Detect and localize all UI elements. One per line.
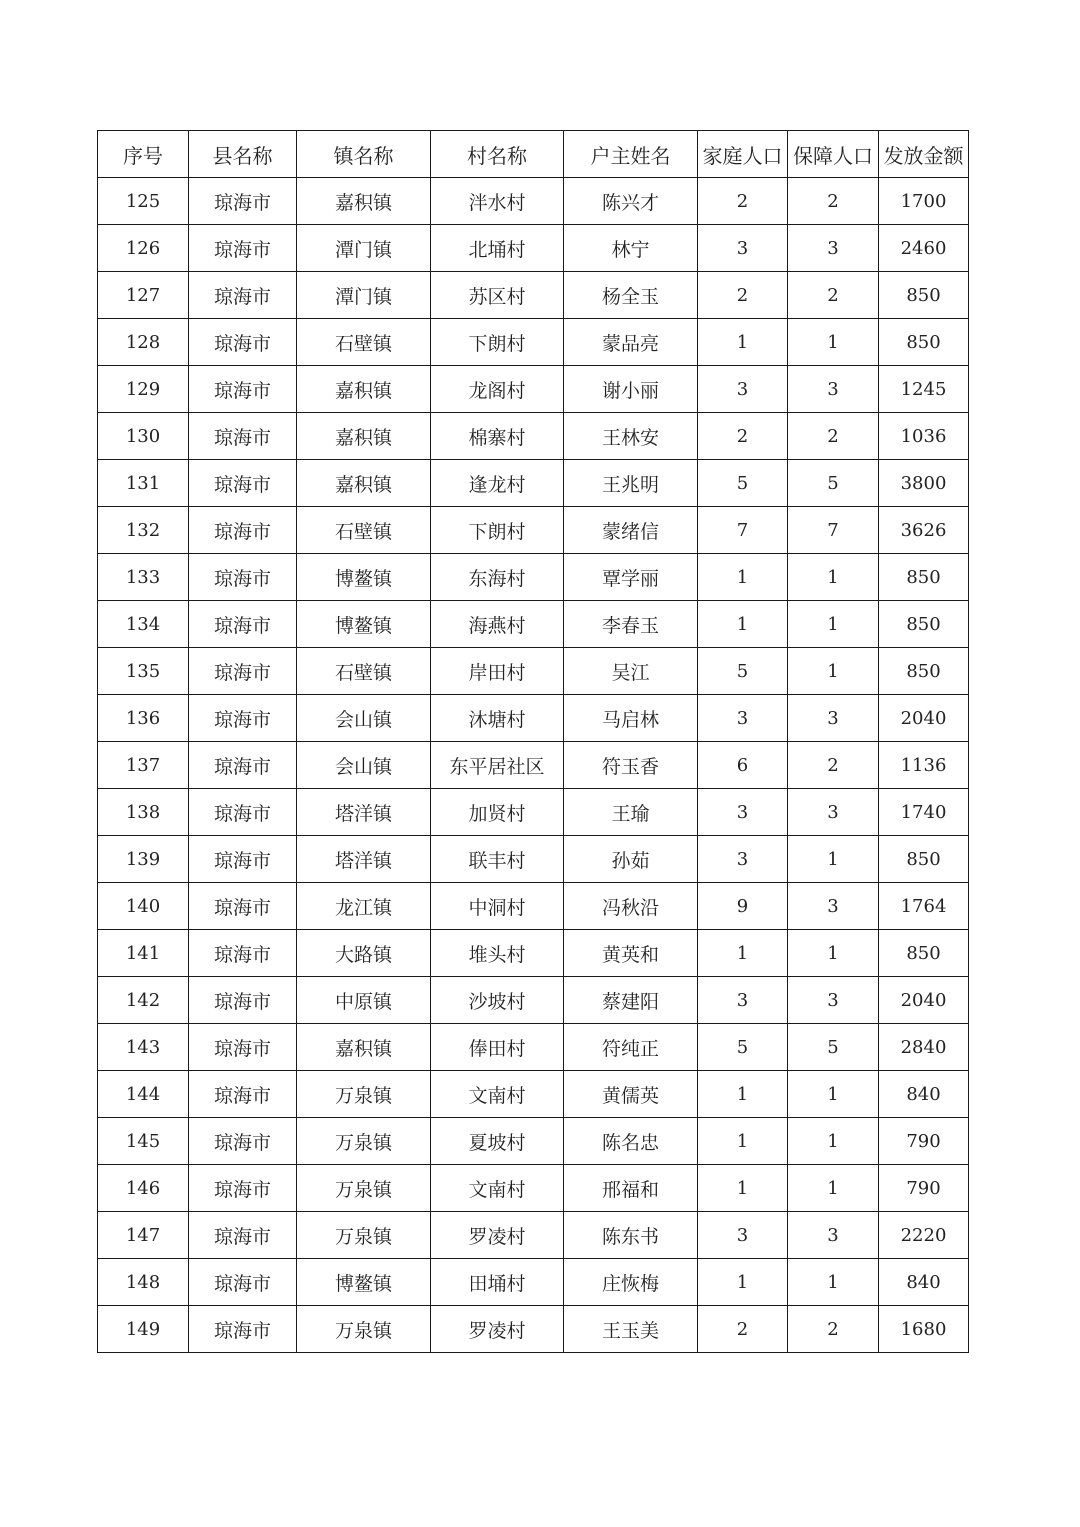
cell-seq: 131 xyxy=(98,460,189,507)
cell-amount: 850 xyxy=(879,554,969,601)
cell-household-head: 蒙品亮 xyxy=(564,319,698,366)
cell-household-head: 蒙绪信 xyxy=(564,507,698,554)
cell-village: 龙阁村 xyxy=(431,366,564,413)
table-row xyxy=(98,1165,969,1212)
cell-seq: 141 xyxy=(98,930,189,977)
cell-amount: 790 xyxy=(879,1165,969,1212)
cell-household-head: 李春玉 xyxy=(564,601,698,648)
table-row xyxy=(98,883,969,930)
cell-seq: 137 xyxy=(98,742,189,789)
cell-town: 万泉镇 xyxy=(297,1212,431,1259)
cell-county: 琼海市 xyxy=(189,507,297,554)
table-row xyxy=(98,695,969,742)
cell-amount: 1136 xyxy=(879,742,969,789)
header-row xyxy=(98,131,969,178)
cell-county: 琼海市 xyxy=(189,1212,297,1259)
cell-amount: 850 xyxy=(879,272,969,319)
cell-seq: 145 xyxy=(98,1118,189,1165)
table-row xyxy=(98,554,969,601)
cell-county: 琼海市 xyxy=(189,1306,297,1353)
cell-seq: 129 xyxy=(98,366,189,413)
cell-county: 琼海市 xyxy=(189,1024,297,1071)
cell-amount: 2040 xyxy=(879,977,969,1024)
cell-family-size: 1 xyxy=(698,1259,788,1306)
cell-household-head: 邢福和 xyxy=(564,1165,698,1212)
cell-village: 田埇村 xyxy=(431,1259,564,1306)
cell-household-head: 陈东书 xyxy=(564,1212,698,1259)
cell-county: 琼海市 xyxy=(189,789,297,836)
cell-county: 琼海市 xyxy=(189,1165,297,1212)
cell-household-head: 谢小丽 xyxy=(564,366,698,413)
cell-village: 东平居社区 xyxy=(431,742,564,789)
cell-covered-persons: 1 xyxy=(788,1118,879,1165)
cell-village: 沙坡村 xyxy=(431,977,564,1024)
table-header xyxy=(98,131,969,178)
cell-county: 琼海市 xyxy=(189,178,297,225)
cell-household-head: 黄英和 xyxy=(564,930,698,977)
cell-amount: 850 xyxy=(879,601,969,648)
cell-seq: 134 xyxy=(98,601,189,648)
cell-town: 大路镇 xyxy=(297,930,431,977)
cell-family-size: 1 xyxy=(698,319,788,366)
cell-county: 琼海市 xyxy=(189,460,297,507)
cell-seq: 139 xyxy=(98,836,189,883)
cell-county: 琼海市 xyxy=(189,1259,297,1306)
cell-family-size: 5 xyxy=(698,648,788,695)
cell-family-size: 7 xyxy=(698,507,788,554)
cell-amount: 2220 xyxy=(879,1212,969,1259)
cell-seq: 133 xyxy=(98,554,189,601)
table-row xyxy=(98,836,969,883)
table-row xyxy=(98,1071,969,1118)
cell-covered-persons: 2 xyxy=(788,742,879,789)
cell-family-size: 2 xyxy=(698,413,788,460)
table-row xyxy=(98,1024,969,1071)
cell-covered-persons: 3 xyxy=(788,1212,879,1259)
cell-village: 海燕村 xyxy=(431,601,564,648)
cell-amount: 3800 xyxy=(879,460,969,507)
header-household-head: 户主姓名 xyxy=(564,131,698,178)
cell-amount: 1680 xyxy=(879,1306,969,1353)
cell-household-head: 符纯正 xyxy=(564,1024,698,1071)
cell-family-size: 1 xyxy=(698,930,788,977)
cell-amount: 1036 xyxy=(879,413,969,460)
cell-family-size: 3 xyxy=(698,695,788,742)
cell-covered-persons: 2 xyxy=(788,178,879,225)
table-row xyxy=(98,1212,969,1259)
cell-household-head: 林宁 xyxy=(564,225,698,272)
cell-amount: 1245 xyxy=(879,366,969,413)
cell-amount: 790 xyxy=(879,1118,969,1165)
cell-village: 北埇村 xyxy=(431,225,564,272)
cell-village: 罗凌村 xyxy=(431,1212,564,1259)
cell-county: 琼海市 xyxy=(189,413,297,460)
cell-village: 俸田村 xyxy=(431,1024,564,1071)
cell-family-size: 6 xyxy=(698,742,788,789)
table-row xyxy=(98,178,969,225)
cell-covered-persons: 1 xyxy=(788,930,879,977)
cell-seq: 132 xyxy=(98,507,189,554)
cell-family-size: 5 xyxy=(698,460,788,507)
cell-household-head: 王兆明 xyxy=(564,460,698,507)
cell-family-size: 9 xyxy=(698,883,788,930)
cell-amount: 1740 xyxy=(879,789,969,836)
table-row xyxy=(98,648,969,695)
cell-amount: 1700 xyxy=(879,178,969,225)
cell-household-head: 符玉香 xyxy=(564,742,698,789)
cell-covered-persons: 1 xyxy=(788,648,879,695)
header-covered-persons: 保障人口 xyxy=(788,131,879,178)
cell-household-head: 王林安 xyxy=(564,413,698,460)
cell-amount: 850 xyxy=(879,836,969,883)
cell-village: 文南村 xyxy=(431,1071,564,1118)
cell-family-size: 3 xyxy=(698,366,788,413)
header-seq: 序号 xyxy=(98,131,189,178)
cell-seq: 148 xyxy=(98,1259,189,1306)
cell-covered-persons: 1 xyxy=(788,1071,879,1118)
cell-household-head: 陈名忠 xyxy=(564,1118,698,1165)
cell-town: 嘉积镇 xyxy=(297,413,431,460)
cell-town: 潭门镇 xyxy=(297,225,431,272)
cell-town: 潭门镇 xyxy=(297,272,431,319)
cell-county: 琼海市 xyxy=(189,1118,297,1165)
cell-seq: 136 xyxy=(98,695,189,742)
cell-seq: 127 xyxy=(98,272,189,319)
cell-covered-persons: 5 xyxy=(788,1024,879,1071)
cell-village: 联丰村 xyxy=(431,836,564,883)
cell-family-size: 1 xyxy=(698,554,788,601)
cell-amount: 850 xyxy=(879,648,969,695)
cell-amount: 1764 xyxy=(879,883,969,930)
header-town: 镇名称 xyxy=(297,131,431,178)
cell-household-head: 王玉美 xyxy=(564,1306,698,1353)
cell-covered-persons: 3 xyxy=(788,225,879,272)
cell-town: 嘉积镇 xyxy=(297,460,431,507)
cell-village: 沐塘村 xyxy=(431,695,564,742)
table-row xyxy=(98,789,969,836)
cell-household-head: 庄恢梅 xyxy=(564,1259,698,1306)
cell-seq: 126 xyxy=(98,225,189,272)
cell-amount: 850 xyxy=(879,319,969,366)
cell-village: 罗凌村 xyxy=(431,1306,564,1353)
table-row xyxy=(98,319,969,366)
table-row xyxy=(98,742,969,789)
header-village: 村名称 xyxy=(431,131,564,178)
cell-household-head: 黄儒英 xyxy=(564,1071,698,1118)
table-row xyxy=(98,225,969,272)
cell-family-size: 2 xyxy=(698,1306,788,1353)
cell-town: 万泉镇 xyxy=(297,1165,431,1212)
cell-household-head: 吴江 xyxy=(564,648,698,695)
cell-family-size: 1 xyxy=(698,1118,788,1165)
cell-covered-persons: 3 xyxy=(788,977,879,1024)
table-row xyxy=(98,507,969,554)
cell-town: 塔洋镇 xyxy=(297,789,431,836)
cell-county: 琼海市 xyxy=(189,1071,297,1118)
cell-town: 万泉镇 xyxy=(297,1118,431,1165)
cell-seq: 147 xyxy=(98,1212,189,1259)
cell-town: 博鳌镇 xyxy=(297,554,431,601)
cell-amount: 850 xyxy=(879,930,969,977)
cell-seq: 149 xyxy=(98,1306,189,1353)
cell-village: 泮水村 xyxy=(431,178,564,225)
cell-county: 琼海市 xyxy=(189,366,297,413)
cell-county: 琼海市 xyxy=(189,225,297,272)
cell-county: 琼海市 xyxy=(189,883,297,930)
cell-seq: 125 xyxy=(98,178,189,225)
cell-town: 中原镇 xyxy=(297,977,431,1024)
cell-village: 下朗村 xyxy=(431,507,564,554)
cell-county: 琼海市 xyxy=(189,319,297,366)
cell-amount: 2460 xyxy=(879,225,969,272)
cell-family-size: 2 xyxy=(698,178,788,225)
cell-seq: 142 xyxy=(98,977,189,1024)
cell-town: 龙江镇 xyxy=(297,883,431,930)
cell-county: 琼海市 xyxy=(189,977,297,1024)
cell-covered-persons: 1 xyxy=(788,601,879,648)
cell-town: 会山镇 xyxy=(297,742,431,789)
cell-village: 逢龙村 xyxy=(431,460,564,507)
cell-amount: 2040 xyxy=(879,695,969,742)
cell-county: 琼海市 xyxy=(189,648,297,695)
cell-covered-persons: 5 xyxy=(788,460,879,507)
cell-seq: 146 xyxy=(98,1165,189,1212)
cell-town: 石壁镇 xyxy=(297,648,431,695)
cell-county: 琼海市 xyxy=(189,554,297,601)
table-row xyxy=(98,460,969,507)
cell-household-head: 陈兴才 xyxy=(564,178,698,225)
table-row xyxy=(98,930,969,977)
cell-village: 夏坡村 xyxy=(431,1118,564,1165)
cell-seq: 144 xyxy=(98,1071,189,1118)
cell-family-size: 3 xyxy=(698,977,788,1024)
cell-village: 苏区村 xyxy=(431,272,564,319)
cell-town: 万泉镇 xyxy=(297,1071,431,1118)
cell-seq: 128 xyxy=(98,319,189,366)
cell-household-head: 覃学丽 xyxy=(564,554,698,601)
cell-covered-persons: 1 xyxy=(788,319,879,366)
cell-covered-persons: 7 xyxy=(788,507,879,554)
cell-village: 东海村 xyxy=(431,554,564,601)
cell-town: 嘉积镇 xyxy=(297,178,431,225)
table-row xyxy=(98,1306,969,1353)
cell-amount: 840 xyxy=(879,1259,969,1306)
cell-covered-persons: 3 xyxy=(788,789,879,836)
cell-town: 嘉积镇 xyxy=(297,366,431,413)
header-county: 县名称 xyxy=(189,131,297,178)
cell-town: 博鳌镇 xyxy=(297,601,431,648)
cell-household-head: 孙茹 xyxy=(564,836,698,883)
cell-household-head: 马启林 xyxy=(564,695,698,742)
cell-family-size: 1 xyxy=(698,1165,788,1212)
header-amount: 发放金额 xyxy=(879,131,969,178)
cell-seq: 135 xyxy=(98,648,189,695)
cell-town: 石壁镇 xyxy=(297,319,431,366)
cell-covered-persons: 1 xyxy=(788,1259,879,1306)
cell-family-size: 1 xyxy=(698,1071,788,1118)
cell-family-size: 5 xyxy=(698,1024,788,1071)
table-row xyxy=(98,1118,969,1165)
cell-county: 琼海市 xyxy=(189,601,297,648)
cell-county: 琼海市 xyxy=(189,930,297,977)
cell-village: 加贤村 xyxy=(431,789,564,836)
cell-seq: 138 xyxy=(98,789,189,836)
cell-household-head: 蔡建阳 xyxy=(564,977,698,1024)
cell-family-size: 2 xyxy=(698,272,788,319)
cell-covered-persons: 3 xyxy=(788,883,879,930)
table-row xyxy=(98,413,969,460)
header-family-size: 家庭人口 xyxy=(698,131,788,178)
cell-covered-persons: 1 xyxy=(788,1165,879,1212)
cell-village: 堆头村 xyxy=(431,930,564,977)
table-row xyxy=(98,601,969,648)
cell-covered-persons: 3 xyxy=(788,366,879,413)
cell-family-size: 3 xyxy=(698,225,788,272)
table-body xyxy=(98,178,969,1353)
cell-seq: 130 xyxy=(98,413,189,460)
cell-household-head: 王瑜 xyxy=(564,789,698,836)
cell-county: 琼海市 xyxy=(189,836,297,883)
cell-town: 万泉镇 xyxy=(297,1306,431,1353)
cell-village: 中洞村 xyxy=(431,883,564,930)
cell-county: 琼海市 xyxy=(189,695,297,742)
cell-village: 岸田村 xyxy=(431,648,564,695)
cell-covered-persons: 1 xyxy=(788,836,879,883)
cell-county: 琼海市 xyxy=(189,272,297,319)
cell-amount: 2840 xyxy=(879,1024,969,1071)
cell-family-size: 3 xyxy=(698,836,788,883)
cell-village: 文南村 xyxy=(431,1165,564,1212)
cell-covered-persons: 2 xyxy=(788,1306,879,1353)
cell-town: 石壁镇 xyxy=(297,507,431,554)
cell-amount: 3626 xyxy=(879,507,969,554)
cell-village: 棉寨村 xyxy=(431,413,564,460)
table-row xyxy=(98,366,969,413)
table-row xyxy=(98,272,969,319)
cell-covered-persons: 2 xyxy=(788,413,879,460)
cell-town: 嘉积镇 xyxy=(297,1024,431,1071)
cell-family-size: 3 xyxy=(698,1212,788,1259)
table-row xyxy=(98,977,969,1024)
table-row xyxy=(98,1259,969,1306)
beneficiary-table xyxy=(97,130,969,1353)
cell-seq: 143 xyxy=(98,1024,189,1071)
cell-covered-persons: 2 xyxy=(788,272,879,319)
cell-covered-persons: 3 xyxy=(788,695,879,742)
cell-town: 会山镇 xyxy=(297,695,431,742)
cell-household-head: 冯秋沿 xyxy=(564,883,698,930)
cell-town: 博鳌镇 xyxy=(297,1259,431,1306)
cell-household-head: 杨全玉 xyxy=(564,272,698,319)
cell-covered-persons: 1 xyxy=(788,554,879,601)
cell-town: 塔洋镇 xyxy=(297,836,431,883)
cell-family-size: 3 xyxy=(698,789,788,836)
cell-amount: 840 xyxy=(879,1071,969,1118)
cell-family-size: 1 xyxy=(698,601,788,648)
cell-seq: 140 xyxy=(98,883,189,930)
cell-county: 琼海市 xyxy=(189,742,297,789)
cell-village: 下朗村 xyxy=(431,319,564,366)
